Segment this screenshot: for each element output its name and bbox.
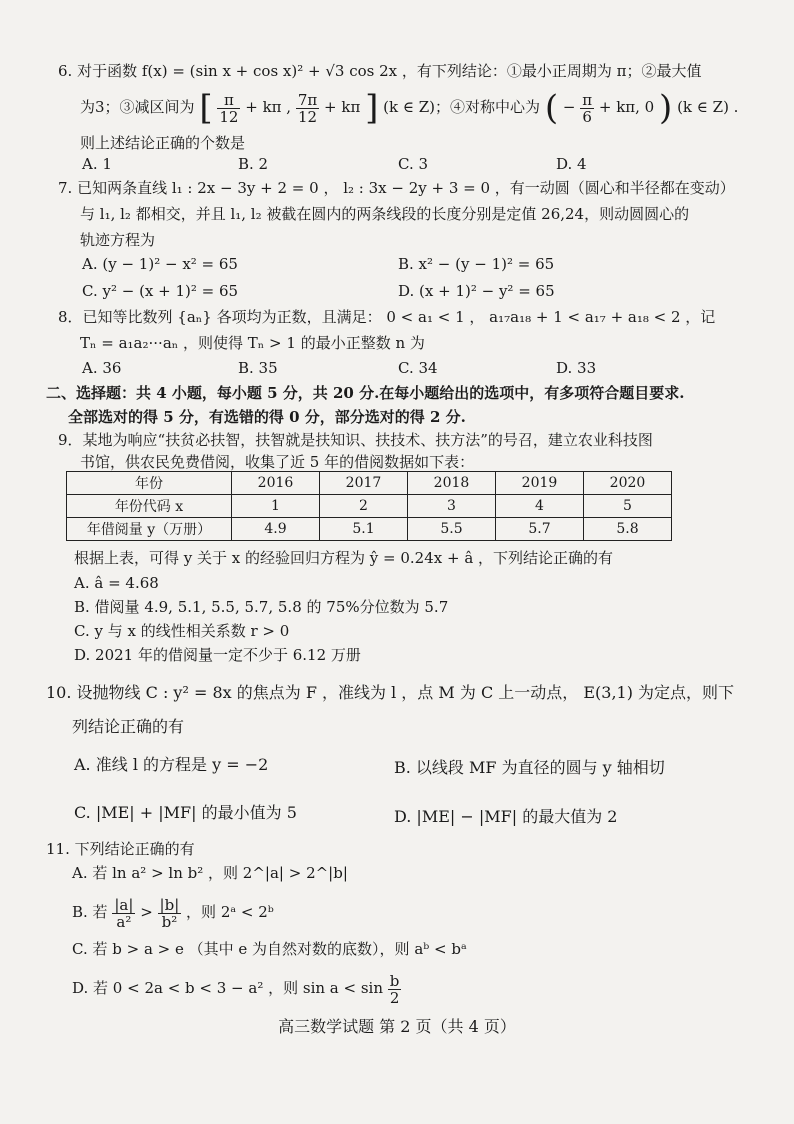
q9-option-d: D. 2021 年的借阅量一定不少于 6.12 万册 xyxy=(74,646,361,664)
frac-den: 6 xyxy=(582,107,592,126)
q6-option-c: C. 3 xyxy=(398,155,429,173)
q7-option-a: A. (y − 1)² − x² = 65 xyxy=(82,255,238,273)
q8-option-c: C. 34 xyxy=(398,359,438,377)
right-bracket-icon: ] xyxy=(365,88,379,128)
q11-line1: 11. 下列结论正确的有 xyxy=(46,840,195,858)
table-cell: 年份代码 x xyxy=(67,495,232,518)
q11-option-b xyxy=(72,892,274,932)
q8-line2: Tₙ = a₁a₂···aₙ ，则使得 Tₙ > 1 的最小正整数 n 为 xyxy=(80,334,425,352)
q6-center-pre: − xyxy=(562,98,576,116)
table-header-cell: 年份 xyxy=(67,472,232,495)
table-cell: 4.9 xyxy=(232,518,320,541)
frac-den: b² xyxy=(161,912,178,931)
q9-line1: 9．某地为响应“扶贫必扶智，扶智就是扶知识、扶技术、扶方法”的号召，建立农业科技图 xyxy=(58,431,653,449)
q7-line3: 轨迹方程为 xyxy=(80,231,156,249)
q9-option-c: C. y 与 x 的线性相关系数 r > 0 xyxy=(74,622,290,640)
q9-line2: 书馆，供农民免费借阅，收集了近 5 年的借阅数据如下表： xyxy=(80,453,475,471)
q6-option-a: A. 1 xyxy=(82,155,112,173)
q6-option-b: B. 2 xyxy=(238,155,269,173)
q11-d-pre: D. 若 0 < 2a < b < 3 − a² ，则 sin a < sin xyxy=(72,979,384,997)
table-cell: 5.5 xyxy=(408,518,496,541)
q10-option-c: C. |ME| + |MF| 的最小值为 5 xyxy=(74,803,297,822)
frac-den: a² xyxy=(116,912,132,931)
q9-option-b: B. 借阅量 4.9, 5.1, 5.5, 5.7, 5.8 的 75%分位数为 5.7 xyxy=(74,598,449,616)
q11-b-mid: > xyxy=(140,903,153,921)
table-cell: 年借阅量 y（万册） xyxy=(67,518,232,541)
right-paren-icon: ) xyxy=(659,88,673,128)
q6-center-tail: (k ∈ Z) . xyxy=(677,98,739,116)
frac-num: |b| xyxy=(159,895,180,914)
q6-frac1 xyxy=(217,92,240,125)
q7-line2: 与 l₁, l₂ 都相交，并且 l₁, l₂ 被截在圆内的两条线段的长度分别是定值 26,24，则动圆圆心的 xyxy=(80,205,690,223)
section2-heading-line2: 全部选对的得 5 分，有选错的得 0 分，部分选对的得 2 分. xyxy=(68,408,466,426)
q11-b-post: ，则 2ᵃ < 2ᵇ xyxy=(186,903,274,921)
q8-option-d: D. 33 xyxy=(556,359,597,377)
page-footer: 高三数学试题 第 2 页（共 4 页） xyxy=(278,1017,516,1036)
q8-option-b: B. 35 xyxy=(238,359,278,377)
frac-num: 7π xyxy=(297,90,318,109)
frac-num: |a| xyxy=(114,895,134,914)
left-bracket-icon: [ xyxy=(199,88,213,128)
q8-line1: 8．已知等比数列 {aₙ} 各项均为正数，且满足： 0 < a₁ < 1 ， a₁₇a₁₈ + 1 < a₁₇ + a₁₈ < 2 ，记 xyxy=(58,308,716,326)
q6-frac2 xyxy=(296,92,319,125)
q11-b-frac1 xyxy=(112,897,135,930)
table-cell: 1 xyxy=(232,495,320,518)
q11-option-a: A. 若 ln a² > ln b² ，则 2^|a| > 2^|b| xyxy=(72,864,348,882)
frac-den: 2 xyxy=(389,988,400,1007)
table-cell: 5.8 xyxy=(584,518,672,541)
q6-mid: + kπ , xyxy=(245,98,292,116)
q9-after-table: 根据上表，可得 y 关于 x 的经验回归方程为 ŷ = 0.24x + â ，下列结论正确的有 xyxy=(74,549,614,567)
q7-line1: 7. 已知两条直线 l₁ : 2x − 3y + 2 = 0 ， l₂ : 3x − 2y + 3 = 0 ，有一动圆（圆心和半径都在变动） xyxy=(58,179,735,197)
q6-line2-start: 为3；③减区间为 xyxy=(80,98,195,116)
table-row xyxy=(67,495,672,518)
left-paren-icon: ( xyxy=(544,88,559,128)
frac-den: 12 xyxy=(219,107,239,126)
table-cell: 5.7 xyxy=(496,518,584,541)
q9-option-a: A. â = 4.68 xyxy=(74,574,159,592)
q6-end: + kπ xyxy=(324,98,361,116)
q6-option-d: D. 4 xyxy=(556,155,587,173)
table-header-cell: 2016 xyxy=(232,472,320,495)
table-cell: 5 xyxy=(584,495,672,518)
table-header-cell: 2017 xyxy=(320,472,408,495)
q10-option-d: D. |ME| − |MF| 的最大值为 2 xyxy=(394,807,618,826)
q6-frac3 xyxy=(580,92,594,125)
q10-line1: 10. 设抛物线 C : y² = 8x 的焦点为 F ，准线为 l ，点 M 为 C 上一动点， E(3,1) 为定点，则下 xyxy=(46,683,735,702)
q11-b-frac2 xyxy=(158,897,182,930)
borrowing-data-table xyxy=(66,471,672,541)
q7-option-d: D. (x + 1)² − y² = 65 xyxy=(398,282,555,300)
table-cell: 2 xyxy=(320,495,408,518)
frac-num: π xyxy=(217,92,240,109)
q11-option-c: C. 若 b > a > e （其中 e 为自然对数的底数），则 aᵇ < bᵃ xyxy=(72,940,467,958)
q8-option-a: A. 36 xyxy=(82,359,122,377)
table-header-row xyxy=(67,472,672,495)
section2-heading-line1: 二、选择题：共 4 小题，每小题 5 分，共 20 分.在每小题给出的选项中，有多项符合题目要求. xyxy=(46,384,685,402)
frac-num: π xyxy=(582,90,593,109)
q6-line3: 则上述结论正确的个数是 xyxy=(80,134,246,152)
table-row xyxy=(67,518,672,541)
q11-d-frac xyxy=(388,973,402,1006)
q10-line2: 列结论正确的有 xyxy=(72,717,185,736)
table-cell: 4 xyxy=(496,495,584,518)
q6-tail: (k ∈ Z)；④对称中心为 xyxy=(383,98,541,116)
q11-option-d xyxy=(72,968,401,1008)
q7-option-c: C. y² − (x + 1)² = 65 xyxy=(82,282,239,300)
table-cell: 3 xyxy=(408,495,496,518)
table-cell: 5.1 xyxy=(320,518,408,541)
frac-den: 12 xyxy=(298,107,318,126)
q11-b-pre: B. 若 xyxy=(72,903,108,921)
q6-line2 xyxy=(80,88,739,128)
table-header-cell: 2018 xyxy=(408,472,496,495)
table-header-cell: 2020 xyxy=(584,472,672,495)
q7-option-b: B. x² − (y − 1)² = 65 xyxy=(398,255,555,273)
q10-option-a: A. 准线 l 的方程是 y = −2 xyxy=(74,755,269,774)
q10-option-b: B. 以线段 MF 为直径的圆与 y 轴相切 xyxy=(394,758,665,777)
q6-line1: 6. 对于函数 f(x) = (sin x + cos x)² + √3 cos 2x ，有下列结论：①最小正周期为 π；②最大值 xyxy=(58,62,702,80)
q6-center-post: + kπ, 0 xyxy=(598,98,655,116)
table-header-cell: 2019 xyxy=(496,472,584,495)
frac-num: b xyxy=(389,971,400,990)
